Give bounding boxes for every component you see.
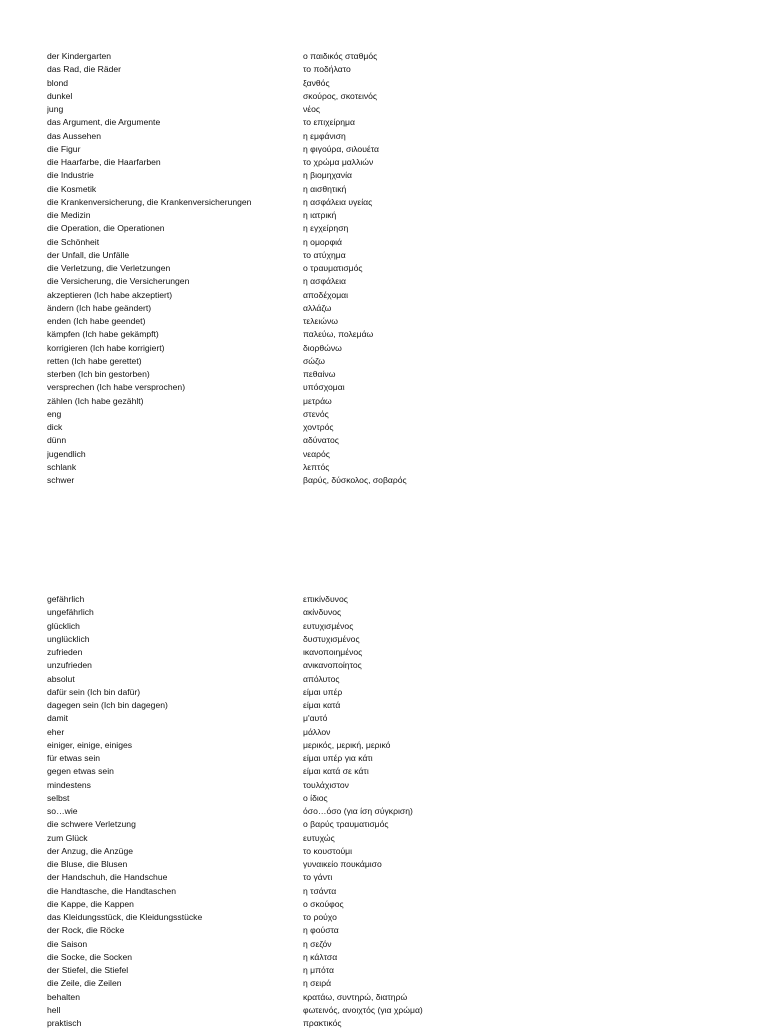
- german-term: selbst: [47, 792, 70, 803]
- greek-translation: μετράω: [303, 395, 332, 406]
- german-term: die Verletzung, die Verletzungen: [47, 263, 171, 273]
- vocab-row: [47, 620, 747, 633]
- vocab-row: [47, 818, 747, 831]
- german-term: absolut: [47, 673, 75, 684]
- vocab-row: [47, 209, 747, 222]
- german-term: die Schönheit: [47, 236, 100, 247]
- vocab-row: [47, 77, 747, 90]
- german-term: für etwas sein: [47, 753, 101, 763]
- german-term: versprechen (Ich habe versprochen): [47, 382, 186, 393]
- greek-translation: υπόσχομαι: [303, 382, 345, 393]
- vocab-row: [47, 368, 747, 381]
- vocab-row: [47, 673, 747, 686]
- greek-translation: ευτυχώς: [303, 832, 335, 843]
- vocab-row: [47, 421, 747, 434]
- vocab-row: [47, 116, 747, 129]
- vocabulary-block-2: [47, 593, 747, 1030]
- greek-translation: φωτεινός, ανοιχτός (για χρώμα): [303, 1004, 423, 1015]
- vocab-row: [47, 130, 747, 143]
- german-term: die Socke, die Socken: [47, 951, 133, 962]
- vocab-row: [47, 474, 747, 487]
- german-term: schlank: [47, 461, 77, 472]
- german-term: unzufrieden: [47, 660, 92, 671]
- vocab-row: [47, 977, 747, 990]
- vocab-row: [47, 408, 747, 421]
- german-term: die Operation, die Operationen: [47, 223, 165, 234]
- greek-translation: ο παιδικός σταθμός: [303, 51, 378, 61]
- german-term: die Medizin: [47, 210, 91, 220]
- vocab-row: [47, 395, 747, 408]
- german-term: das Argument, die Argumente: [47, 117, 161, 128]
- greek-translation: η σεζόν: [303, 938, 332, 949]
- greek-translation: αδύνατος: [303, 435, 339, 446]
- vocab-row: [47, 779, 747, 792]
- vocab-row: [47, 156, 747, 169]
- german-term: ändern (Ich habe geändert): [47, 302, 152, 313]
- german-term: der Rock, die Röcke: [47, 925, 125, 936]
- vocab-row: [47, 90, 747, 103]
- vocab-row: [47, 342, 747, 355]
- german-term: die Kappe, die Kappen: [47, 898, 134, 909]
- german-term: eng: [47, 408, 62, 419]
- greek-translation: το γάντι: [303, 872, 333, 883]
- vocab-row: [47, 593, 747, 606]
- german-term: dunkel: [47, 90, 73, 101]
- german-term: die Figur: [47, 143, 81, 154]
- vocab-row: [47, 1004, 747, 1017]
- greek-translation: επικίνδυνος: [303, 594, 348, 604]
- vocab-row: [47, 765, 747, 778]
- greek-translation: η τσάντα: [303, 885, 337, 896]
- german-term: die Kosmetik: [47, 183, 97, 194]
- vocab-row: [47, 381, 747, 394]
- greek-translation: το επιχείρημα: [303, 117, 355, 128]
- greek-translation: η ασφάλεια: [303, 276, 346, 287]
- greek-translation: νέος: [303, 104, 321, 114]
- vocab-row: [47, 196, 747, 209]
- greek-translation: η ιατρική: [303, 210, 337, 220]
- greek-translation: γυναικείο πουκάμισο: [303, 859, 382, 869]
- german-term: das Aussehen: [47, 130, 101, 141]
- german-term: gegen etwas sein: [47, 766, 114, 777]
- vocab-row: [47, 845, 747, 858]
- german-term: jung: [47, 104, 64, 114]
- german-term: praktisch: [47, 1018, 82, 1028]
- german-term: die Versicherung, die Versicherungen: [47, 276, 190, 287]
- german-term: die Saison: [47, 938, 88, 949]
- greek-translation: αλλάζω: [303, 302, 332, 313]
- greek-translation: η ασφάλεια υγείας: [303, 196, 373, 207]
- vocab-row: [47, 752, 747, 765]
- greek-translation: η φιγούρα, σιλουέτα: [303, 143, 379, 154]
- greek-translation: ανικανοποίητος: [303, 660, 362, 671]
- vocabulary-block-1: [47, 50, 747, 487]
- vocab-row: [47, 355, 747, 368]
- german-term: enden (Ich habe geendet): [47, 316, 146, 326]
- greek-translation: ακίνδυνος: [303, 607, 342, 618]
- german-term: so…wie: [47, 806, 78, 816]
- greek-translation: η κάλτσα: [303, 951, 338, 962]
- german-term: die Zeile, die Zeilen: [47, 978, 122, 989]
- vocab-row: [47, 739, 747, 752]
- vocab-row: [47, 726, 747, 739]
- vocab-row: [47, 275, 747, 288]
- vocab-row: [47, 222, 747, 235]
- german-term: ungefährlich: [47, 607, 94, 618]
- vocab-row: [47, 50, 747, 63]
- vocab-row: [47, 686, 747, 699]
- german-term: sterben (Ich bin gestorben): [47, 369, 150, 379]
- german-term: das Rad, die Räder: [47, 64, 122, 75]
- greek-translation: χοντρός: [303, 422, 334, 432]
- vocab-row: [47, 315, 747, 328]
- german-term: zum Glück: [47, 832, 88, 843]
- vocab-row: [47, 262, 747, 275]
- german-term: dick: [47, 422, 63, 432]
- greek-translation: ξανθός: [303, 77, 330, 88]
- greek-translation: μ'αυτό: [303, 713, 328, 724]
- greek-translation: ο ίδιος: [303, 792, 328, 803]
- vocab-row: [47, 249, 747, 262]
- greek-translation: νεαρός: [303, 448, 330, 459]
- greek-translation: διορθώνω: [303, 342, 342, 353]
- german-term: dagegen sein (Ich bin dagegen): [47, 700, 168, 710]
- greek-translation: η ομορφιά: [303, 236, 343, 247]
- german-term: kämpfen (Ich habe gekämpft): [47, 329, 159, 340]
- german-term: korrigieren (Ich habe korrigiert): [47, 342, 165, 353]
- german-term: akzeptieren (Ich habe akzeptiert): [47, 289, 173, 300]
- vocab-row: [47, 858, 747, 871]
- vocab-row: [47, 448, 747, 461]
- greek-translation: είμαι υπέρ: [303, 686, 343, 697]
- greek-translation: η αισθητική: [303, 183, 347, 194]
- vocab-row: [47, 712, 747, 725]
- greek-translation: βαρύς, δύσκολος, σοβαρός: [303, 475, 407, 485]
- german-term: das Kleidungsstück, die Kleidungsstücke: [47, 912, 203, 922]
- vocab-row: [47, 183, 747, 196]
- vocab-row: [47, 805, 747, 818]
- vocab-row: [47, 606, 747, 619]
- greek-translation: ο βαρύς τραυματισμός: [303, 819, 389, 830]
- german-term: schwer: [47, 475, 75, 485]
- vocab-row: [47, 871, 747, 884]
- greek-translation: η φούστα: [303, 925, 339, 936]
- greek-translation: είμαι υπέρ για κάτι: [303, 753, 373, 763]
- german-term: gefährlich: [47, 594, 85, 604]
- greek-translation: αποδέχομαι: [303, 289, 349, 300]
- greek-translation: η εγχείρηση: [303, 223, 349, 234]
- german-term: einiger, einige, einiges: [47, 739, 133, 750]
- vocab-row: [47, 236, 747, 249]
- german-term: zählen (Ich habe gezählt): [47, 395, 144, 406]
- greek-translation: όσο…όσο (για ίση σύγκριση): [303, 806, 413, 816]
- greek-translation: στενός: [303, 408, 329, 419]
- greek-translation: το χρώμα μαλλιών: [303, 157, 374, 167]
- greek-translation: ο τραυματισμός: [303, 263, 363, 273]
- vocab-row: [47, 951, 747, 964]
- vocab-row: [47, 924, 747, 937]
- vocab-row: [47, 169, 747, 182]
- german-term: der Anzug, die Anzüge: [47, 845, 134, 856]
- greek-translation: λεπτός: [303, 461, 330, 472]
- greek-translation: το ρούχο: [303, 912, 337, 922]
- german-term: die Industrie: [47, 170, 94, 181]
- greek-translation: η σειρά: [303, 978, 332, 989]
- vocab-row: [47, 792, 747, 805]
- vocab-row: [47, 302, 747, 315]
- vocab-row: [47, 434, 747, 447]
- greek-translation: παλεύω, πολεμάω: [303, 329, 374, 340]
- vocab-row: [47, 659, 747, 672]
- german-term: die Haarfarbe, die Haarfarben: [47, 157, 161, 167]
- german-term: unglücklich: [47, 633, 90, 644]
- vocab-row: [47, 289, 747, 302]
- greek-translation: η βιομηχανία: [303, 170, 352, 181]
- german-term: der Stiefel, die Stiefel: [47, 965, 129, 975]
- greek-translation: κρατάω, συντηρώ, διατηρώ: [303, 991, 408, 1002]
- greek-translation: ευτυχισμένος: [303, 620, 354, 631]
- greek-translation: ο σκούφος: [303, 898, 344, 909]
- german-term: retten (Ich habe gerettet): [47, 355, 142, 366]
- german-term: zufrieden: [47, 647, 83, 657]
- vocab-row: [47, 898, 747, 911]
- vocab-row: [47, 832, 747, 845]
- german-term: die Bluse, die Blusen: [47, 859, 128, 869]
- german-term: der Handschuh, die Handschue: [47, 872, 168, 883]
- german-term: der Unfall, die Unfälle: [47, 249, 130, 260]
- vocab-row: [47, 328, 747, 341]
- vocab-row: [47, 964, 747, 977]
- greek-translation: πεθαίνω: [303, 369, 336, 379]
- german-term: die Handtasche, die Handtaschen: [47, 885, 176, 896]
- vocab-row: [47, 991, 747, 1004]
- greek-translation: μάλλον: [303, 726, 331, 737]
- vocab-row: [47, 699, 747, 712]
- greek-translation: σώζω: [303, 355, 325, 366]
- german-term: eher: [47, 726, 65, 737]
- vocab-row: [47, 103, 747, 116]
- greek-translation: πρακτικός: [303, 1018, 342, 1028]
- greek-translation: το κουστούμι: [303, 845, 353, 856]
- german-term: damit: [47, 713, 69, 724]
- vocab-row: [47, 461, 747, 474]
- german-term: der Kindergarten: [47, 51, 112, 61]
- vocab-row: [47, 885, 747, 898]
- german-term: dünn: [47, 435, 67, 446]
- german-term: hell: [47, 1004, 61, 1015]
- greek-translation: μερικός, μερική, μερικό: [303, 739, 391, 750]
- german-term: dafür sein (Ich bin dafür): [47, 686, 141, 697]
- german-term: blond: [47, 77, 69, 88]
- vocab-row: [47, 938, 747, 951]
- greek-translation: η μπότα: [303, 965, 334, 975]
- greek-translation: η εμφάνιση: [303, 130, 346, 141]
- greek-translation: απόλυτος: [303, 673, 340, 684]
- vocab-row: [47, 143, 747, 156]
- greek-translation: το ατύχημα: [303, 249, 346, 260]
- greek-translation: σκούρος, σκοτεινός: [303, 90, 378, 101]
- german-term: behalten: [47, 991, 80, 1002]
- german-term: jugendlich: [47, 448, 86, 459]
- greek-translation: δυστυχισμένος: [303, 633, 360, 644]
- german-term: die Krankenversicherung, die Krankenversicherungen: [47, 196, 252, 207]
- greek-translation: είμαι κατά: [303, 700, 341, 710]
- german-term: mindestens: [47, 779, 91, 790]
- vocab-row: [47, 911, 747, 924]
- german-term: die schwere Verletzung: [47, 819, 136, 830]
- greek-translation: είμαι κατά σε κάτι: [303, 766, 369, 777]
- vocab-row: [47, 646, 747, 659]
- vocab-row: [47, 63, 747, 76]
- greek-translation: το ποδήλατο: [303, 64, 351, 75]
- greek-translation: τελειώνω: [303, 316, 338, 326]
- greek-translation: τουλάχιστον: [303, 779, 349, 790]
- german-term: glücklich: [47, 620, 80, 631]
- vocab-row: [47, 633, 747, 646]
- greek-translation: ικανοποιημένος: [303, 647, 363, 657]
